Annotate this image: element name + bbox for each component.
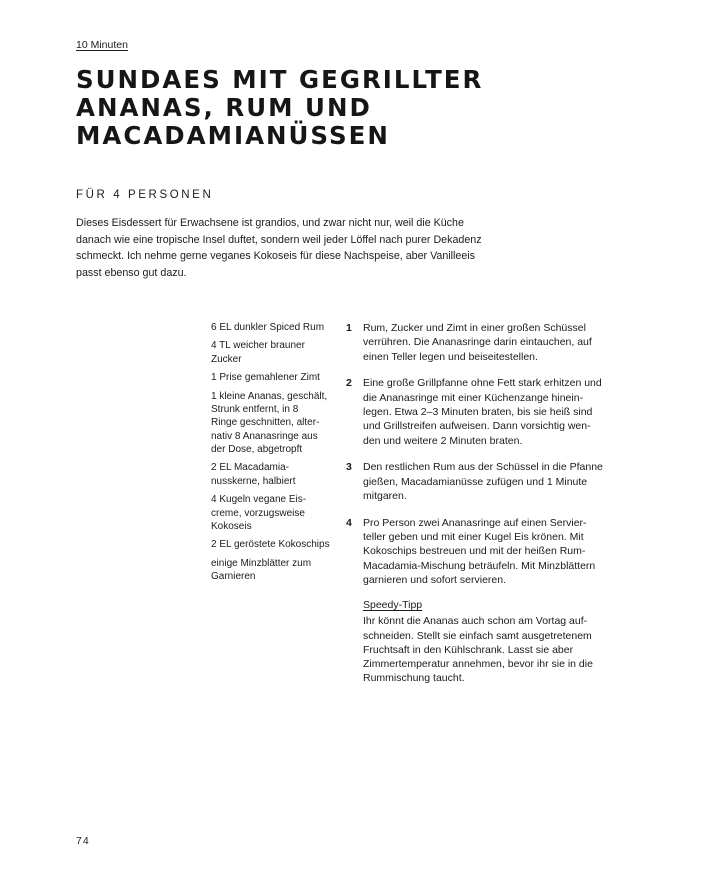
tip-line: schneiden. Stellt sie einfach samt ausgetretenem xyxy=(363,629,592,642)
tip-title: Speedy-Tipp xyxy=(363,599,423,611)
ingredient-line: Strunk entfernt, in 8 xyxy=(211,404,299,416)
step-text xyxy=(363,460,616,503)
ingredient-line: einige Minzblätter zum xyxy=(211,557,312,569)
intro-line: Dieses Eisdessert für Erwachsene ist grandios, und zwar nicht nur, weil die Küche xyxy=(76,217,464,229)
ingredient-list xyxy=(211,321,331,589)
ingredient-line: 1 kleine Ananas, geschält, xyxy=(211,390,328,402)
ingredient-item xyxy=(211,321,331,334)
ingredient-line: 4 TL weicher brauner xyxy=(211,340,305,352)
ingredient-line: 2 EL Macadamia- xyxy=(211,462,289,474)
ingredient-line: Ringe geschnitten, alter- xyxy=(211,417,320,429)
ingredient-item xyxy=(211,493,331,533)
step-number: 2 xyxy=(346,377,352,390)
step-text xyxy=(363,321,616,364)
step-line: verrühren. Die Ananasringe darin eintauchen, auf xyxy=(363,336,592,349)
intro-line: passt ebenso gut dazu. xyxy=(76,266,187,279)
ingredient-line: creme, vorzugsweise xyxy=(211,507,305,519)
step-line: mitgaren. xyxy=(363,489,407,502)
page-number: 74 xyxy=(76,835,90,847)
step-number: 1 xyxy=(346,322,352,334)
step-number: 4 xyxy=(346,516,352,529)
step-number: 3 xyxy=(346,461,352,474)
ingredient-item xyxy=(211,390,331,456)
tip-line: Zimmertemperatur annehmen, bevor ihr sie in die xyxy=(363,658,593,671)
step-text xyxy=(363,376,616,447)
ingredient-item xyxy=(211,371,331,384)
step-line: gießen, Macadamianüsse zufügen und 1 Minute xyxy=(363,475,588,488)
title-line: SUNDAES MIT GEGRILLTER xyxy=(76,65,484,94)
ingredient-line: 6 EL dunkler Spiced Rum xyxy=(211,322,325,333)
ingredient-line: nusskerne, halbiert xyxy=(211,475,296,487)
ingredient-item xyxy=(211,538,331,551)
prep-time: 10 Minuten xyxy=(76,39,128,51)
ingredient-line: der Dose, abgetropft xyxy=(211,443,303,455)
step-line: legen. Etwa 2–3 Minuten braten, bis sie heiß sind xyxy=(363,405,593,418)
intro-line: danach wie eine tropische Insel duftet, sondern weil jeder Löffel nach purer Dekadenz xyxy=(76,233,482,246)
ingredient-line: 2 EL geröstete Kokoschips xyxy=(211,539,330,551)
tip-text xyxy=(363,614,613,685)
tip-line: Rummischung taucht. xyxy=(363,672,465,685)
step-3 xyxy=(346,460,616,503)
step-line: Rum, Zucker und Zimt in einer großen Schüssel xyxy=(363,322,586,334)
step-line: Pro Person zwei Ananasringe auf einen Servier- xyxy=(363,516,587,529)
recipe-title xyxy=(76,66,516,150)
step-line: Den restlichen Rum aus der Schüssel in die Pfanne xyxy=(363,461,603,474)
ingredient-line: Zucker xyxy=(211,353,242,365)
title-line: ANANAS, RUM UND xyxy=(76,93,372,122)
ingredient-item xyxy=(211,557,331,584)
step-line: die Ananasringe mit einer Küchenzange hinein- xyxy=(363,391,584,404)
step-line: den und weitere 2 Minuten braten. xyxy=(363,434,523,447)
step-line: Kokoschips bestreuen und mit der heißen Rum- xyxy=(363,545,586,558)
intro-line: schmeckt. Ich nehme gerne veganes Kokoseis für diese Nachspeise, aber Vanilleeis xyxy=(76,250,476,262)
tip-line: Fruchtsaft in den Kühlschrank. Lasst sie aber xyxy=(363,643,574,656)
servings: FÜR 4 PERSONEN xyxy=(76,189,214,201)
ingredient-line: nativ 8 Ananasringe aus xyxy=(211,430,318,442)
intro-paragraph xyxy=(76,215,482,281)
ingredient-line: 4 Kugeln vegane Eis- xyxy=(211,494,307,506)
ingredient-line: 1 Prise gemahlener Zimt xyxy=(211,372,320,384)
ingredient-item xyxy=(211,339,331,366)
step-line: und Grillstreifen aufweisen. Dann vorsichtig wen- xyxy=(363,420,591,433)
method-steps xyxy=(346,321,616,600)
title-line: MACADAMIANÜSSEN xyxy=(76,121,390,150)
step-4 xyxy=(346,516,616,587)
step-line: teller geben und mit einer Kugel Eis krönen. Mit xyxy=(363,531,584,544)
tip-line: Ihr könnt die Ananas auch schon am Vortag auf- xyxy=(363,615,588,628)
step-1 xyxy=(346,321,616,364)
step-line: Macadamia-Mischung beträufeln. Mit Minzblättern xyxy=(363,559,596,572)
step-line: Eine große Grillpfanne ohne Fett stark erhitzen und xyxy=(363,377,602,390)
ingredient-line: Garnieren xyxy=(211,571,256,583)
step-line: einen Teller legen und beiseitestellen. xyxy=(363,350,538,363)
speedy-tip xyxy=(363,598,613,686)
ingredient-line: Kokoseis xyxy=(211,520,252,532)
step-line: garnieren und sofort servieren. xyxy=(363,573,506,586)
step-2 xyxy=(346,376,616,447)
ingredient-item xyxy=(211,461,331,488)
step-text xyxy=(363,516,616,587)
